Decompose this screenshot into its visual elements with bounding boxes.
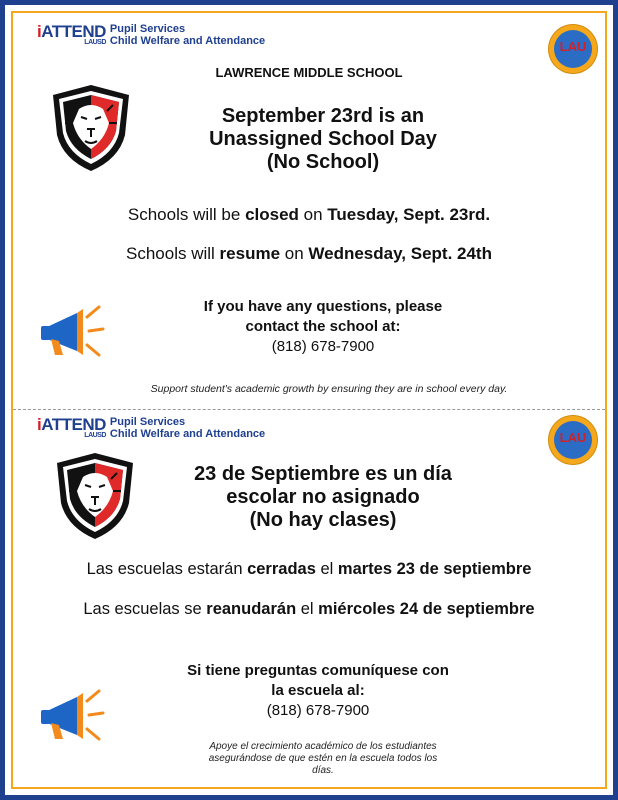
footer-line2: asegurándose de que estén en la escuela todos los [208,753,438,764]
footer-line3: días. [312,765,334,776]
logo-attend: ATTEND [41,22,106,41]
iattend-logo [37,415,106,439]
lion-shield-icon [49,83,133,173]
resume-notice: Las escuelas se reanudarán el miércoles 24 de septiembre [83,600,535,618]
iattend-brand [37,416,265,440]
department-line2: Child Welfare and Attendance [109,428,266,440]
contact-line1: If you have any questions, please [203,298,443,315]
lion-shield-icon [53,451,137,541]
english-title [163,105,483,174]
section-divider [13,409,605,410]
megaphone-icon [37,299,111,363]
title-line2: escolar no asignado [226,486,420,508]
logo-lausd: LAUSD [84,39,106,46]
contact-block [143,661,493,721]
iattend-brand [37,23,265,47]
department-line1: Pupil Services [109,416,186,428]
contact-line1: Si tiene preguntas comuníquese con [187,662,449,679]
spanish-section [13,411,605,795]
logo-attend: ATTEND [41,415,106,434]
seal-letters: LAU [559,39,587,54]
closed-notice: Schools will be closed on Tuesday, Sept. 23rd. [127,205,491,224]
title-line1: September 23rd is an [221,105,425,127]
logo-lausd: LAUSD [84,432,106,439]
department-name [110,23,265,47]
department-name [110,416,265,440]
closed-notice: Las escuelas estarán cerradas el martes 23 de septiembre [86,560,532,578]
contact-line2: contact the school at: [245,318,401,335]
school-phone: (818) 678-7900 [266,702,370,719]
title-line3: (No School) [266,151,380,173]
footer-line1: Apoye el crecimiento académico de los estudiantes [209,741,437,752]
logo-i: i [37,415,42,434]
school-phone: (818) 678-7900 [271,338,375,355]
attendance-footer [173,741,473,777]
department-line1: Pupil Services [109,23,186,35]
school-name: LAWRENCE MIDDLE SCHOOL [215,65,403,80]
attendance-footer: Support student's academic growth by ensuring they are in school every day. [150,383,508,395]
iattend-logo [37,22,106,46]
english-section [13,13,605,409]
spanish-title [143,463,503,532]
contact-block [153,297,493,357]
lausd-seal-icon [549,416,597,464]
flyer-inner-border [11,11,607,789]
megaphone-icon [37,683,111,747]
title-line2: Unassigned School Day [209,128,437,150]
department-line2: Child Welfare and Attendance [109,35,266,47]
contact-line2: la escuela al: [271,682,365,699]
seal-letters: LAU [559,430,587,445]
logo-i: i [37,22,42,41]
resume-notice: Schools will resume on Wednesday, Sept. 24th [126,244,492,263]
title-line3: (No hay clases) [249,509,397,531]
title-line1: 23 de Septiembre es un día [194,463,452,485]
